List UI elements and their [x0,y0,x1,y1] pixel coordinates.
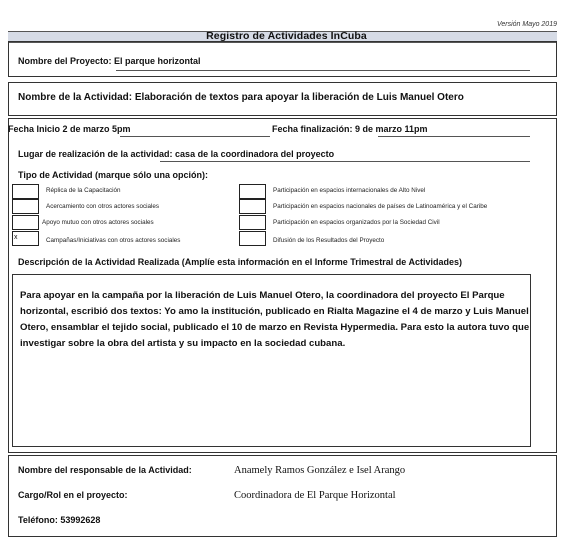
option-label-5: Participación en espacios internacionales de Alto Nivel [273,187,426,194]
role-label: Cargo/Rol en el proyecto: [18,490,128,500]
option-checkbox-2[interactable] [12,199,39,214]
option-label-8: Difusión de los Resultados del Proyecto [273,237,385,244]
option-checkbox-5[interactable] [239,184,266,199]
description-line-4: investigar sobre la obra del artista y su impacto en la sociedad cubana. [20,338,346,349]
option-label-3: Apoyo mutuo con otros actores sociales [42,219,154,226]
project-name: Nombre del Proyecto: El parque horizontal [18,56,201,66]
version-label: Versión Mayo 2019 [496,21,557,28]
end-date-underline [378,136,530,137]
option-label-4: Campañas/Iniciativas con otros actores sociales [46,237,181,244]
option-checkbox-1[interactable] [12,184,39,199]
option-label-6: Participación en espacios nacionales de países de Latinoamérica y el Caribe [273,203,488,210]
description-line-1: Para apoyar en la campaña por la liberación de Luis Manuel Otero, la coordinadora del proyecto El Parque [20,290,505,301]
description-heading: Descripción de la Actividad Realizada (Amplíe esta información en el Informe Trimestral de Actividades) [18,257,462,267]
description-line-2: horizontal, escribió dos textos: Yo amo la institución, publicado en Rialta Magazine el 4 de marzo y Luis Manuel [20,306,529,317]
start-date-underline [120,136,270,137]
option-label-7: Participación en espacios organizados por la Sociedad Civil [273,219,440,226]
option-checkbox-6[interactable] [239,199,266,214]
option-checkbox-3[interactable] [12,215,39,230]
activity-type-heading: Tipo de Actividad (marque sólo una opción): [18,170,209,180]
responsible-label: Nombre del responsable de la Actividad: [18,465,192,475]
location: Lugar de realización de la actividad: casa de la coordinadora del proyecto [18,149,335,159]
phone: Teléfono: 53992628 [18,515,101,525]
location-underline [160,161,530,162]
activity-name: Nombre de la Actividad: Elaboración de textos para apoyar la liberación de Luis Manuel Otero [18,92,464,103]
end-date: Fecha finalización: 9 de marzo 11pm [272,124,428,134]
description-line-3: Otero, ensamblar el tejido social, publicado el 10 de marzo en Revista Hypermedia. Para esto la autora tuvo que [20,322,530,333]
project-underline [116,70,530,71]
role-value: Coordinadora de El Parque Horizontal [234,490,396,501]
option-checkbox-7[interactable] [239,215,266,230]
responsible-value: Anamely Ramos González e Isel Arango [234,465,406,476]
checked-mark: x [14,234,18,241]
option-label-2: Acercamiento con otros actores sociales [46,203,160,210]
form-title: Registro de Actividades InCuba [206,30,367,42]
start-date: Fecha Inicio 2 de marzo 5pm [8,124,131,134]
option-label-1: Réplica de la Capacitación [46,187,121,194]
option-checkbox-8[interactable] [239,231,266,246]
